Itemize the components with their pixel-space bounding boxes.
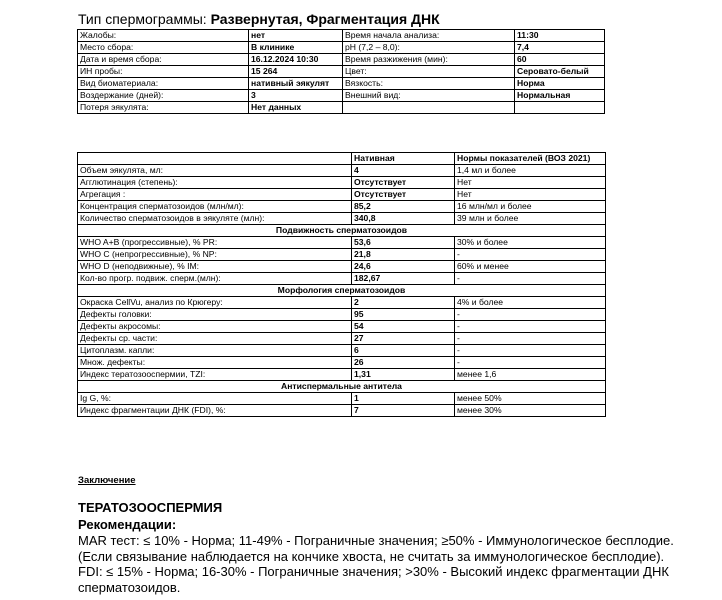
reference-norm: Нет: [455, 189, 606, 201]
reference-norm: Нет: [455, 177, 606, 189]
parameter-value: 53,6: [352, 237, 455, 249]
section-row: [78, 381, 606, 393]
sample-info-table: [77, 29, 605, 114]
reference-norm: -: [455, 333, 606, 345]
parameter-value: 2: [352, 297, 455, 309]
meta-label: Потеря эякулята:: [78, 102, 249, 114]
result-row: [78, 297, 606, 309]
reference-norm: 60% и менее: [455, 261, 606, 273]
title-prefix: Тип спермограммы:: [78, 11, 211, 27]
result-row: [78, 369, 606, 381]
parameter-value: 340,8: [352, 213, 455, 225]
reference-norm: менее 1,6: [455, 369, 606, 381]
parameter-name: Кол-во прогр. подвиж. сперм.(млн):: [78, 273, 352, 285]
results-header-row: [78, 153, 606, 165]
results-table: [77, 152, 606, 417]
parameter-name: Дефекты ср. части:: [78, 333, 352, 345]
meta-label: pH (7,2 – 8,0):: [343, 42, 515, 54]
parameter-value: 54: [352, 321, 455, 333]
reference-norm: менее 30%: [455, 405, 606, 417]
meta-row: [78, 54, 605, 66]
parameter-value: 1,31: [352, 369, 455, 381]
result-row: [78, 201, 606, 213]
meta-label: Время начала анализа:: [343, 30, 515, 42]
meta-value: 16.12.2024 10:30: [249, 54, 343, 66]
parameter-value: 26: [352, 357, 455, 369]
header-param: [78, 153, 352, 165]
reference-norm: менее 50%: [455, 393, 606, 405]
parameter-name: Дефекты акросомы:: [78, 321, 352, 333]
header-norms: Нормы показателей (ВОЗ 2021): [455, 153, 606, 165]
header-native: Нативная: [352, 153, 455, 165]
recommendations-heading: Рекомендации:: [78, 517, 177, 532]
meta-value: нет: [249, 30, 343, 42]
meta-label: [343, 102, 515, 114]
result-row: [78, 165, 606, 177]
reference-norm: -: [455, 309, 606, 321]
section-title: Морфология сперматозоидов: [78, 285, 606, 297]
parameter-value: Отсутствует: [352, 177, 455, 189]
meta-value: Нет данных: [249, 102, 343, 114]
result-row: [78, 345, 606, 357]
parameter-value: 6: [352, 345, 455, 357]
parameter-value: 182,67: [352, 273, 455, 285]
reference-norm: -: [455, 345, 606, 357]
section-title: Антиспермальные антитела: [78, 381, 606, 393]
parameter-value: 85,2: [352, 201, 455, 213]
meta-label: Внешний вид:: [343, 90, 515, 102]
conclusion-heading: Заключение: [78, 475, 136, 486]
meta-label: Жалобы:: [78, 30, 249, 42]
result-row: [78, 273, 606, 285]
parameter-name: Объем эякулята, мл:: [78, 165, 352, 177]
section-title: Подвижность сперматозоидов: [78, 225, 606, 237]
parameter-name: Агглютинация (степень):: [78, 177, 352, 189]
meta-label: Воздержание (дней):: [78, 90, 249, 102]
meta-value: 11:30: [515, 30, 605, 42]
reference-norm: 4% и более: [455, 297, 606, 309]
result-row: [78, 189, 606, 201]
meta-value: 3: [249, 90, 343, 102]
parameter-value: 7: [352, 405, 455, 417]
reference-norm: 30% и более: [455, 237, 606, 249]
result-row: [78, 405, 606, 417]
parameter-name: Дефекты головки:: [78, 309, 352, 321]
result-row: [78, 237, 606, 249]
meta-row: [78, 66, 605, 78]
meta-row: [78, 78, 605, 90]
meta-row: [78, 30, 605, 42]
title-value: Развернутая, Фрагментация ДНК: [210, 11, 440, 27]
parameter-value: 4: [352, 165, 455, 177]
reference-norm: -: [455, 357, 606, 369]
meta-value: 7,4: [515, 42, 605, 54]
meta-row: [78, 102, 605, 114]
parameter-name: Индекс фрагментации ДНК (FDI), %:: [78, 405, 352, 417]
meta-value: [515, 102, 605, 114]
meta-value: Серовато-белый: [515, 66, 605, 78]
reference-norm: -: [455, 249, 606, 261]
parameter-name: Количество сперматозоидов в эякуляте (млн):: [78, 213, 352, 225]
parameter-name: Индекс тератозооспермии, TZI:: [78, 369, 352, 381]
reference-norm: -: [455, 321, 606, 333]
meta-label: ИН пробы:: [78, 66, 249, 78]
parameter-value: 1: [352, 393, 455, 405]
parameter-name: Концентрация сперматозоидов (млн/мл):: [78, 201, 352, 213]
meta-row: [78, 90, 605, 102]
parameter-value: 95: [352, 309, 455, 321]
parameter-name: WHO C (непрогрессивные), % NP:: [78, 249, 352, 261]
reference-norm: 16 млн/мл и более: [455, 201, 606, 213]
recommendation-line: MAR тест: ≤ 10% - Норма; 11-49% - Пограничные значения; ≥50% - Иммунологическое бесплодие. (Если связывание наблюдается на кончике хвоста, не считать за иммунологическое бесплодие).: [78, 533, 674, 564]
result-row: [78, 213, 606, 225]
meta-value: В клинике: [249, 42, 343, 54]
reference-norm: 1,4 мл и более: [455, 165, 606, 177]
meta-label: Вид биоматериала:: [78, 78, 249, 90]
parameter-name: Агрегация :: [78, 189, 352, 201]
parameter-name: Окраска CellVu, анализ по Крюгеру:: [78, 297, 352, 309]
result-row: [78, 321, 606, 333]
parameter-name: WHO D (неподвижные), % IM:: [78, 261, 352, 273]
meta-value: 60: [515, 54, 605, 66]
reference-norm: 39 млн и более: [455, 213, 606, 225]
meta-label: Место сбора:: [78, 42, 249, 54]
meta-value: Нормальная: [515, 90, 605, 102]
parameter-name: Множ. дефекты:: [78, 357, 352, 369]
result-row: [78, 333, 606, 345]
diagnosis: ТЕРАТОЗООСПЕРМИЯ: [78, 500, 223, 515]
recommendations-text: [78, 533, 708, 595]
meta-value: Норма: [515, 78, 605, 90]
parameter-name: Цитоплазм. капли:: [78, 345, 352, 357]
result-row: [78, 393, 606, 405]
meta-label: Вязкость:: [343, 78, 515, 90]
result-row: [78, 309, 606, 321]
meta-label: Дата и время сбора:: [78, 54, 249, 66]
section-row: [78, 225, 606, 237]
meta-value: 15 264: [249, 66, 343, 78]
parameter-name: Ig G, %:: [78, 393, 352, 405]
meta-label: Цвет:: [343, 66, 515, 78]
result-row: [78, 357, 606, 369]
parameter-value: 27: [352, 333, 455, 345]
parameter-value: 21,8: [352, 249, 455, 261]
parameter-value: 24,6: [352, 261, 455, 273]
parameter-value: Отсутствует: [352, 189, 455, 201]
meta-label: Время разжижения (мин):: [343, 54, 515, 66]
result-row: [78, 261, 606, 273]
section-row: [78, 285, 606, 297]
meta-row: [78, 42, 605, 54]
result-row: [78, 177, 606, 189]
result-row: [78, 249, 606, 261]
page-title: [78, 11, 440, 27]
parameter-name: WHO A+B (прогрессивные), % PR:: [78, 237, 352, 249]
meta-value: нативный эякулят: [249, 78, 343, 90]
recommendation-line: FDI: ≤ 15% - Норма; 16-30% - Пограничные значения; >30% - Высокий индекс фрагментации ДНК сперматозоидов.: [78, 564, 669, 595]
reference-norm: -: [455, 273, 606, 285]
